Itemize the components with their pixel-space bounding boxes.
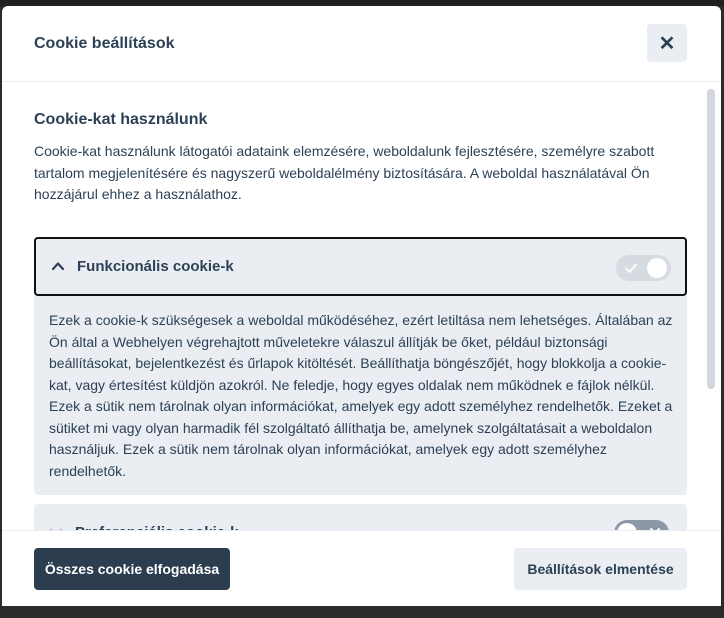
scrollbar[interactable]	[707, 89, 715, 529]
check-icon	[624, 261, 638, 275]
scrollbar-thumb[interactable]	[707, 89, 715, 389]
dialog-body[interactable]	[2, 83, 721, 530]
intro-title: Cookie-kat használunk	[34, 111, 208, 128]
dialog-header	[2, 6, 721, 82]
close-icon: ✕	[658, 32, 676, 55]
category-functional-toggle[interactable]	[616, 255, 671, 281]
save-settings-button[interactable]: Beállítások elmentése	[514, 548, 687, 590]
category-functional	[34, 237, 687, 495]
cookie-settings-dialog	[2, 6, 721, 606]
category-functional-header[interactable]	[34, 237, 687, 296]
close-button[interactable]	[647, 24, 687, 62]
toggle-knob	[647, 258, 667, 278]
accept-all-button[interactable]: Összes cookie elfogadása	[34, 548, 230, 590]
dialog-footer	[2, 530, 721, 606]
dialog-title: Cookie beállítások	[34, 35, 175, 52]
category-functional-title: Funkcionális cookie-k	[77, 258, 234, 275]
intro-description: Cookie-kat használunk látogatói adataink elemzésére, weboldalunk fejlesztésére, személyre szabott tartalom megjelenítésére és nagyszerű weboldalélmény biztosítására. A weboldal használatával Ön hozzájárul ehhez a használathoz.	[34, 143, 655, 202]
category-functional-description: Ezek a cookie-k szükségesek a weboldal működéséhez, ezért letiltása nem lehetséges. Általában az Ön által a Webhelyen végrehajtott műveletekre válaszul állítják be őket, például biztonsági beállításokat, bejelentkezést és űrlapok kitöltését. Beállíthatja böngészőjét, hogy blokkolja a cookie-kat, vagy értesítést küldjön azokról. Ne feledje, hogy egyes oldalak nem működnek e fájlok nélkül. Ezek a sütik nem tárolnak olyan információkat, amelyek egy adott személyhez rendelhetők. Ezeket a sütiket mi vagy olyan harmadik fél szolgáltató állíthatja be, amelynek szolgáltatásait a weboldalon használjuk. Ezek a sütik nem tárolnak olyan információkat, amelyek egy adott személyhez rendelhetők.	[49, 312, 673, 479]
chevron-up-icon	[51, 259, 65, 273]
